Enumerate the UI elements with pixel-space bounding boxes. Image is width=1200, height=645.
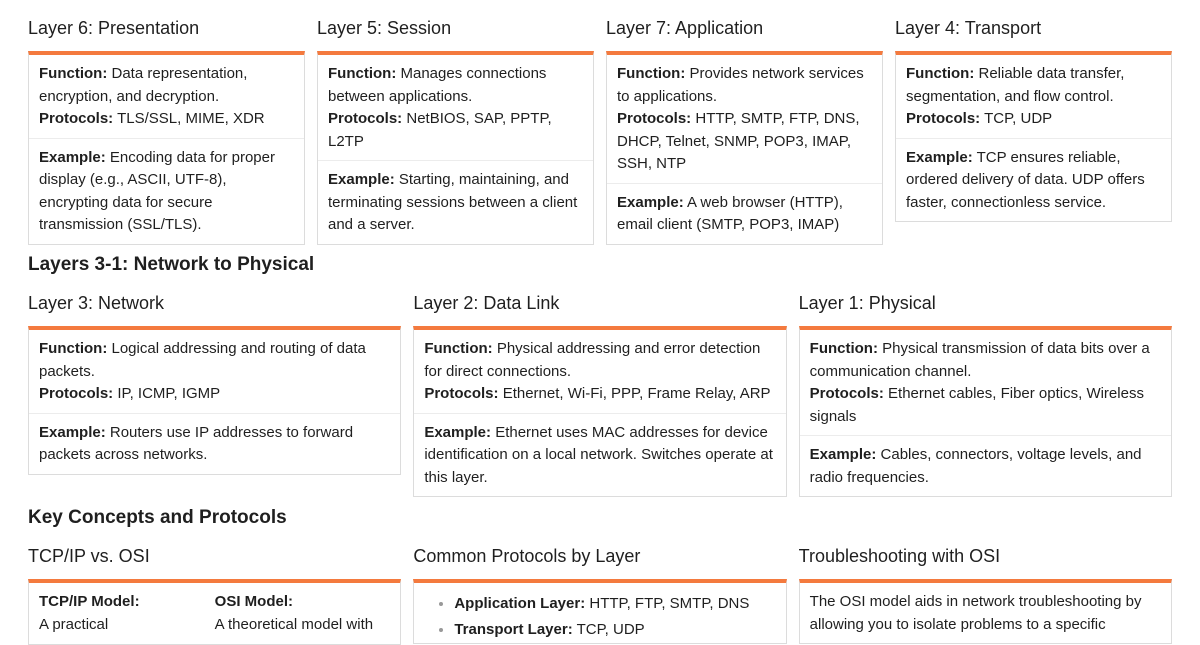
- panel-title: TCP/IP vs. OSI: [28, 546, 150, 566]
- layers-3-1-row: [28, 292, 1172, 497]
- tcpip-label: TCP/IP Model:: [39, 593, 140, 610]
- tcpip-text: A practical: [39, 615, 109, 633]
- protocols-text: HTTP, SMTP, FTP, DNS, DHCP, Telnet, SNMP, POP3, IMAP, SSH, NTP: [617, 110, 860, 172]
- list-item: [454, 591, 775, 617]
- example-text: TCP ensures reliable, ordered delivery of data. UDP offers faster, connectionless service.: [906, 148, 1145, 211]
- function-text: Physical transmission of data bits over a communication channel.: [809, 340, 1150, 380]
- osi-label: OSI Model:: [214, 593, 294, 610]
- function-protocols-block: [896, 55, 1171, 138]
- function-text: Data representation, encryption, and decryption.: [39, 65, 248, 105]
- protocols-text: TCP, UDP: [984, 110, 1053, 127]
- layer-card: [28, 326, 401, 475]
- function-text: Provides network services to applications.: [617, 65, 864, 105]
- function-label: Function:: [906, 65, 975, 82]
- example-text: Ethernet uses MAC addresses for device identification on a local network. Switches operate at this layer.: [424, 423, 773, 486]
- protocols-label: Protocols:: [39, 110, 114, 127]
- example-block: [607, 183, 882, 244]
- troubleshooting-panel: [799, 545, 1172, 645]
- layer-title: Layer 5: Session: [317, 18, 452, 38]
- example-label: Example:: [809, 446, 877, 463]
- example-block: [896, 138, 1171, 222]
- key-concepts-row: [28, 545, 1172, 645]
- osi-text: A theoretical model with: [214, 615, 374, 633]
- layer-title: Layer 7: Application: [606, 18, 764, 38]
- protocols-label: Protocols:: [617, 110, 692, 127]
- function-label: Function:: [809, 340, 878, 357]
- function-text: Logical addressing and routing of data packets.: [39, 340, 366, 380]
- function-protocols-block: [800, 330, 1171, 435]
- function-protocols-block: [318, 55, 593, 160]
- item-label: Transport Layer:: [454, 621, 573, 638]
- function-label: Function:: [39, 340, 108, 357]
- layer-card: [799, 326, 1172, 497]
- example-label: Example:: [39, 148, 106, 166]
- function-protocols-block: [29, 55, 304, 138]
- layer-title: Layer 2: Data Link: [413, 293, 560, 313]
- example-label: Example:: [906, 148, 973, 166]
- common-protocols-panel: [413, 545, 786, 645]
- common-protocols-card: [413, 579, 786, 644]
- layer-card: [413, 326, 786, 497]
- layer-panel: [413, 292, 786, 497]
- function-label: Function:: [39, 65, 108, 82]
- example-block: [29, 413, 400, 474]
- layer-panel: [606, 17, 883, 245]
- layer-panel: [895, 17, 1172, 245]
- function-text: Reliable data transfer, segmentation, and flow control.: [906, 65, 1125, 105]
- function-protocols-block: [607, 55, 882, 183]
- tcpip-vs-osi-panel: [28, 545, 401, 645]
- protocols-text: IP, ICMP, IGMP: [117, 385, 221, 402]
- example-block: [414, 413, 785, 497]
- layer-title: Layer 1: Physical: [798, 293, 936, 313]
- protocols-label: Protocols:: [809, 385, 884, 402]
- protocols-label: Protocols:: [424, 385, 499, 402]
- example-block: [29, 138, 304, 244]
- example-text: Encoding data for proper display (e.g., ASCII, UTF-8), encrypting data for secure transmission (SSL/TLS).: [39, 148, 275, 233]
- item-text: TCP, UDP: [576, 621, 645, 638]
- troubleshooting-text: The OSI model aids in network troubleshooting by allowing you to isolate problems to a specific: [809, 593, 1142, 633]
- item-label: Application Layer:: [454, 595, 586, 612]
- layer-card: [895, 51, 1172, 222]
- troubleshooting-card: [799, 579, 1172, 644]
- tcpip-card: [28, 579, 401, 645]
- protocols-label: Protocols:: [39, 385, 114, 402]
- example-label: Example:: [39, 423, 106, 441]
- example-text: A web browser (HTTP), email client (SMTP, POP3, IMAP): [617, 193, 843, 233]
- protocols-label: Protocols:: [328, 110, 403, 127]
- panel-title: Troubleshooting with OSI: [798, 546, 1001, 566]
- osi-column: [215, 591, 391, 636]
- layer-panel: [317, 17, 594, 245]
- example-label: Example:: [424, 423, 492, 441]
- item-text: HTTP, FTP, SMTP, DNS: [589, 595, 750, 612]
- example-label: Example:: [328, 171, 395, 188]
- layer-card: [28, 51, 305, 245]
- function-protocols-block: [414, 330, 785, 413]
- protocols-text: TLS/SSL, MIME, XDR: [117, 110, 265, 127]
- layer-card: [606, 51, 883, 245]
- layer-title: Layer 4: Transport: [895, 18, 1042, 38]
- layer-panel: [28, 17, 305, 245]
- function-label: Function:: [424, 340, 493, 357]
- panel-title: Common Protocols by Layer: [413, 546, 641, 566]
- layers-7-4-row: [28, 17, 1172, 245]
- protocols-text: NetBIOS, SAP, PPTP, L2TP: [328, 110, 552, 150]
- protocols-text: Ethernet, Wi-Fi, PPP, Frame Relay, ARP: [502, 385, 771, 402]
- function-label: Function:: [328, 65, 397, 82]
- example-text: Starting, maintaining, and terminating sessions between a client and a server.: [328, 171, 578, 233]
- protocol-list: [414, 583, 785, 643]
- function-text: Physical addressing and error detection for direct connections.: [424, 340, 761, 380]
- example-block: [318, 160, 593, 244]
- tcpip-column: [39, 591, 215, 636]
- example-label: Example:: [617, 193, 684, 211]
- section-heading-network-physical: Layers 3-1: Network to Physical: [28, 254, 315, 275]
- example-text: Routers use IP addresses to forward packets across networks.: [39, 423, 354, 463]
- layer-card: [317, 51, 594, 245]
- layer-panel: [799, 292, 1172, 497]
- layer-panel: [28, 292, 401, 497]
- section-heading-key-concepts: Key Concepts and Protocols: [28, 507, 287, 528]
- protocols-text: Ethernet cables, Fiber optics, Wireless signals: [809, 385, 1144, 425]
- example-text: Cables, connectors, voltage levels, and radio frequencies.: [809, 446, 1142, 486]
- example-block: [800, 435, 1171, 496]
- list-item: [454, 617, 775, 643]
- layer-title: Layer 6: Presentation: [28, 18, 200, 38]
- function-text: Manages connections between applications.: [328, 65, 547, 105]
- protocols-label: Protocols:: [906, 110, 981, 127]
- function-protocols-block: [29, 330, 400, 413]
- layer-title: Layer 3: Network: [28, 293, 165, 313]
- function-label: Function:: [617, 65, 686, 82]
